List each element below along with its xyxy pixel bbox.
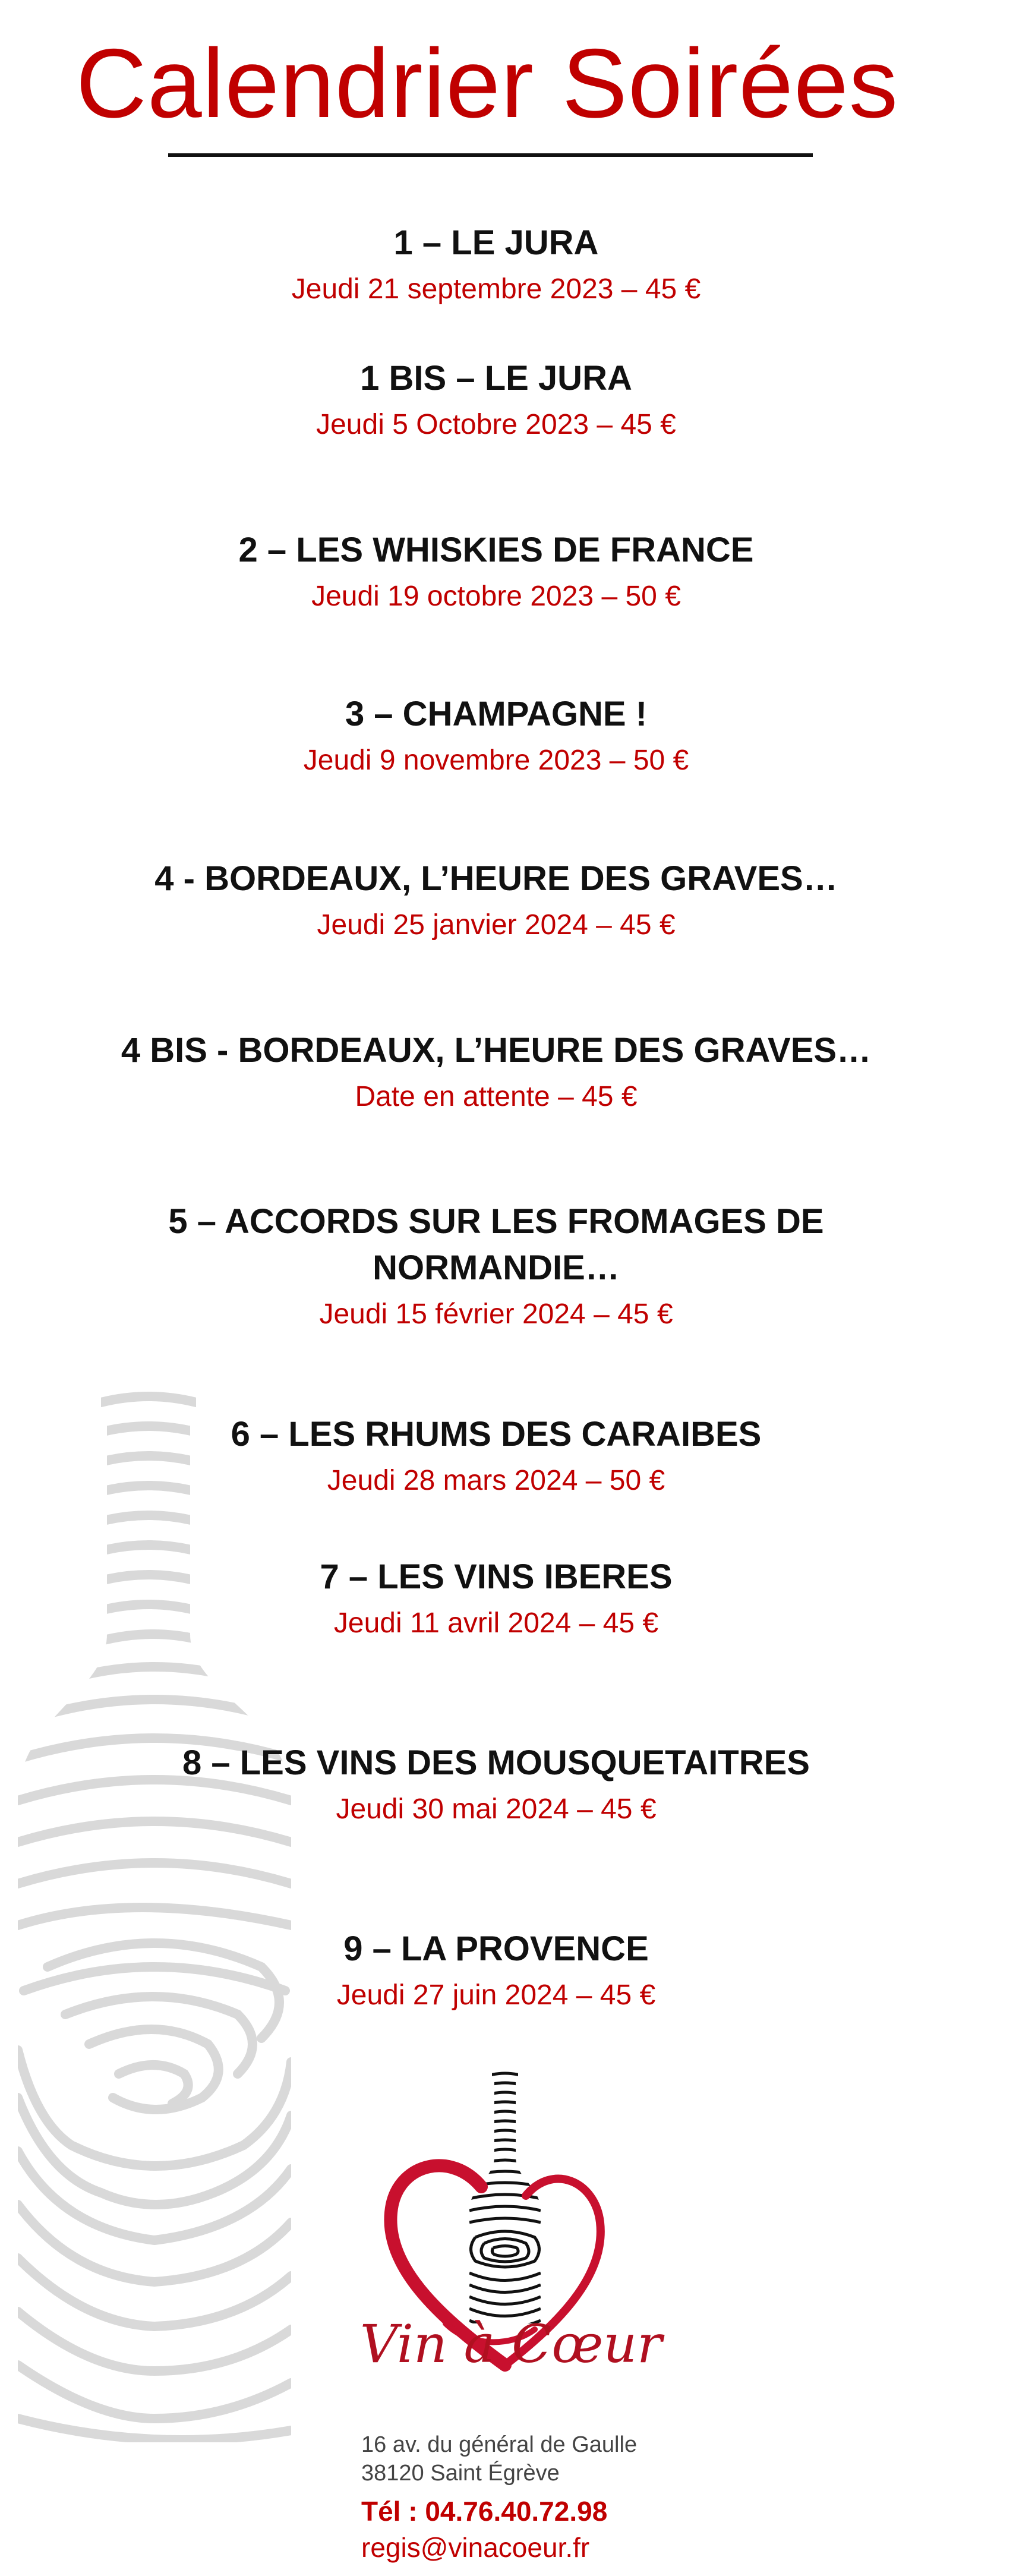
event-date: Jeudi 11 avril 2024 – 45 € [333, 1607, 659, 1639]
event-8 [59, 1740, 933, 1833]
event-date: Jeudi 25 janvier 2024 – 45 € [317, 909, 676, 941]
email-address: regis@vinacoeur.fr [361, 2532, 590, 2563]
event-name: 8 – LES VINS DES MOUSQUETAITRES [182, 1743, 810, 1782]
event-date: Jeudi 9 novembre 2023 – 50 € [303, 745, 689, 776]
event-name-line2: NORMANDIE… [373, 1248, 620, 1287]
event-date: Jeudi 28 mars 2024 – 50 € [327, 1465, 665, 1496]
event-name: 2 – LES WHISKIES DE FRANCE [238, 531, 754, 569]
event-4 [59, 856, 933, 948]
event-name: 4 BIS - BORDEAUX, L’HEURE DES GRAVES… [121, 1031, 872, 1070]
address-line-1: 16 av. du général de Gaulle [361, 2432, 638, 2457]
event-date: Date en attente – 45 € [355, 1081, 638, 1112]
fingerprint-bottle-watermark-icon [12, 1385, 297, 2442]
event-date: Jeudi 5 Octobre 2023 – 45 € [316, 409, 676, 440]
event-4bis [59, 1027, 933, 1120]
event-6 [59, 1411, 933, 1504]
event-name-line1: 5 – ACCORDS SUR LES FROMAGES DE [168, 1202, 824, 1241]
phone-number: Tél : 04.76.40.72.98 [361, 2496, 608, 2527]
event-1 [59, 220, 933, 313]
event-date: Jeudi 30 mai 2024 – 45 € [336, 1793, 657, 1825]
title-underline [168, 153, 813, 157]
event-3 [59, 691, 933, 784]
event-name: 4 - BORDEAUX, L’HEURE DES GRAVES… [154, 859, 838, 898]
event-date: Jeudi 19 octobre 2023 – 50 € [311, 581, 681, 612]
contact-footer [361, 2430, 896, 2565]
event-5 [59, 1199, 933, 1338]
event-7 [59, 1554, 933, 1647]
event-name: 1 BIS – LE JURA [360, 359, 632, 398]
address-line-2: 38120 Saint Égrève [361, 2461, 560, 2486]
page-title: Calendrier Soirées [75, 29, 899, 138]
event-2 [59, 527, 933, 620]
event-9 [59, 1926, 933, 2019]
event-name: 3 – CHAMPAGNE ! [345, 695, 648, 733]
event-name: 9 – LA PROVENCE [343, 1929, 649, 1968]
event-name: 6 – LES RHUMS DES CARAIBES [231, 1415, 762, 1453]
logo-wordmark: Vin à Cœur [359, 2313, 662, 2375]
event-1bis [59, 355, 933, 448]
event-date: Jeudi 15 février 2024 – 45 € [319, 1298, 673, 1330]
event-name: 1 – LE JURA [393, 223, 599, 262]
event-name: 7 – LES VINS IBERES [320, 1557, 673, 1596]
event-date: Jeudi 27 juin 2024 – 45 € [336, 1979, 656, 2011]
event-date: Jeudi 21 septembre 2023 – 45 € [291, 273, 701, 305]
